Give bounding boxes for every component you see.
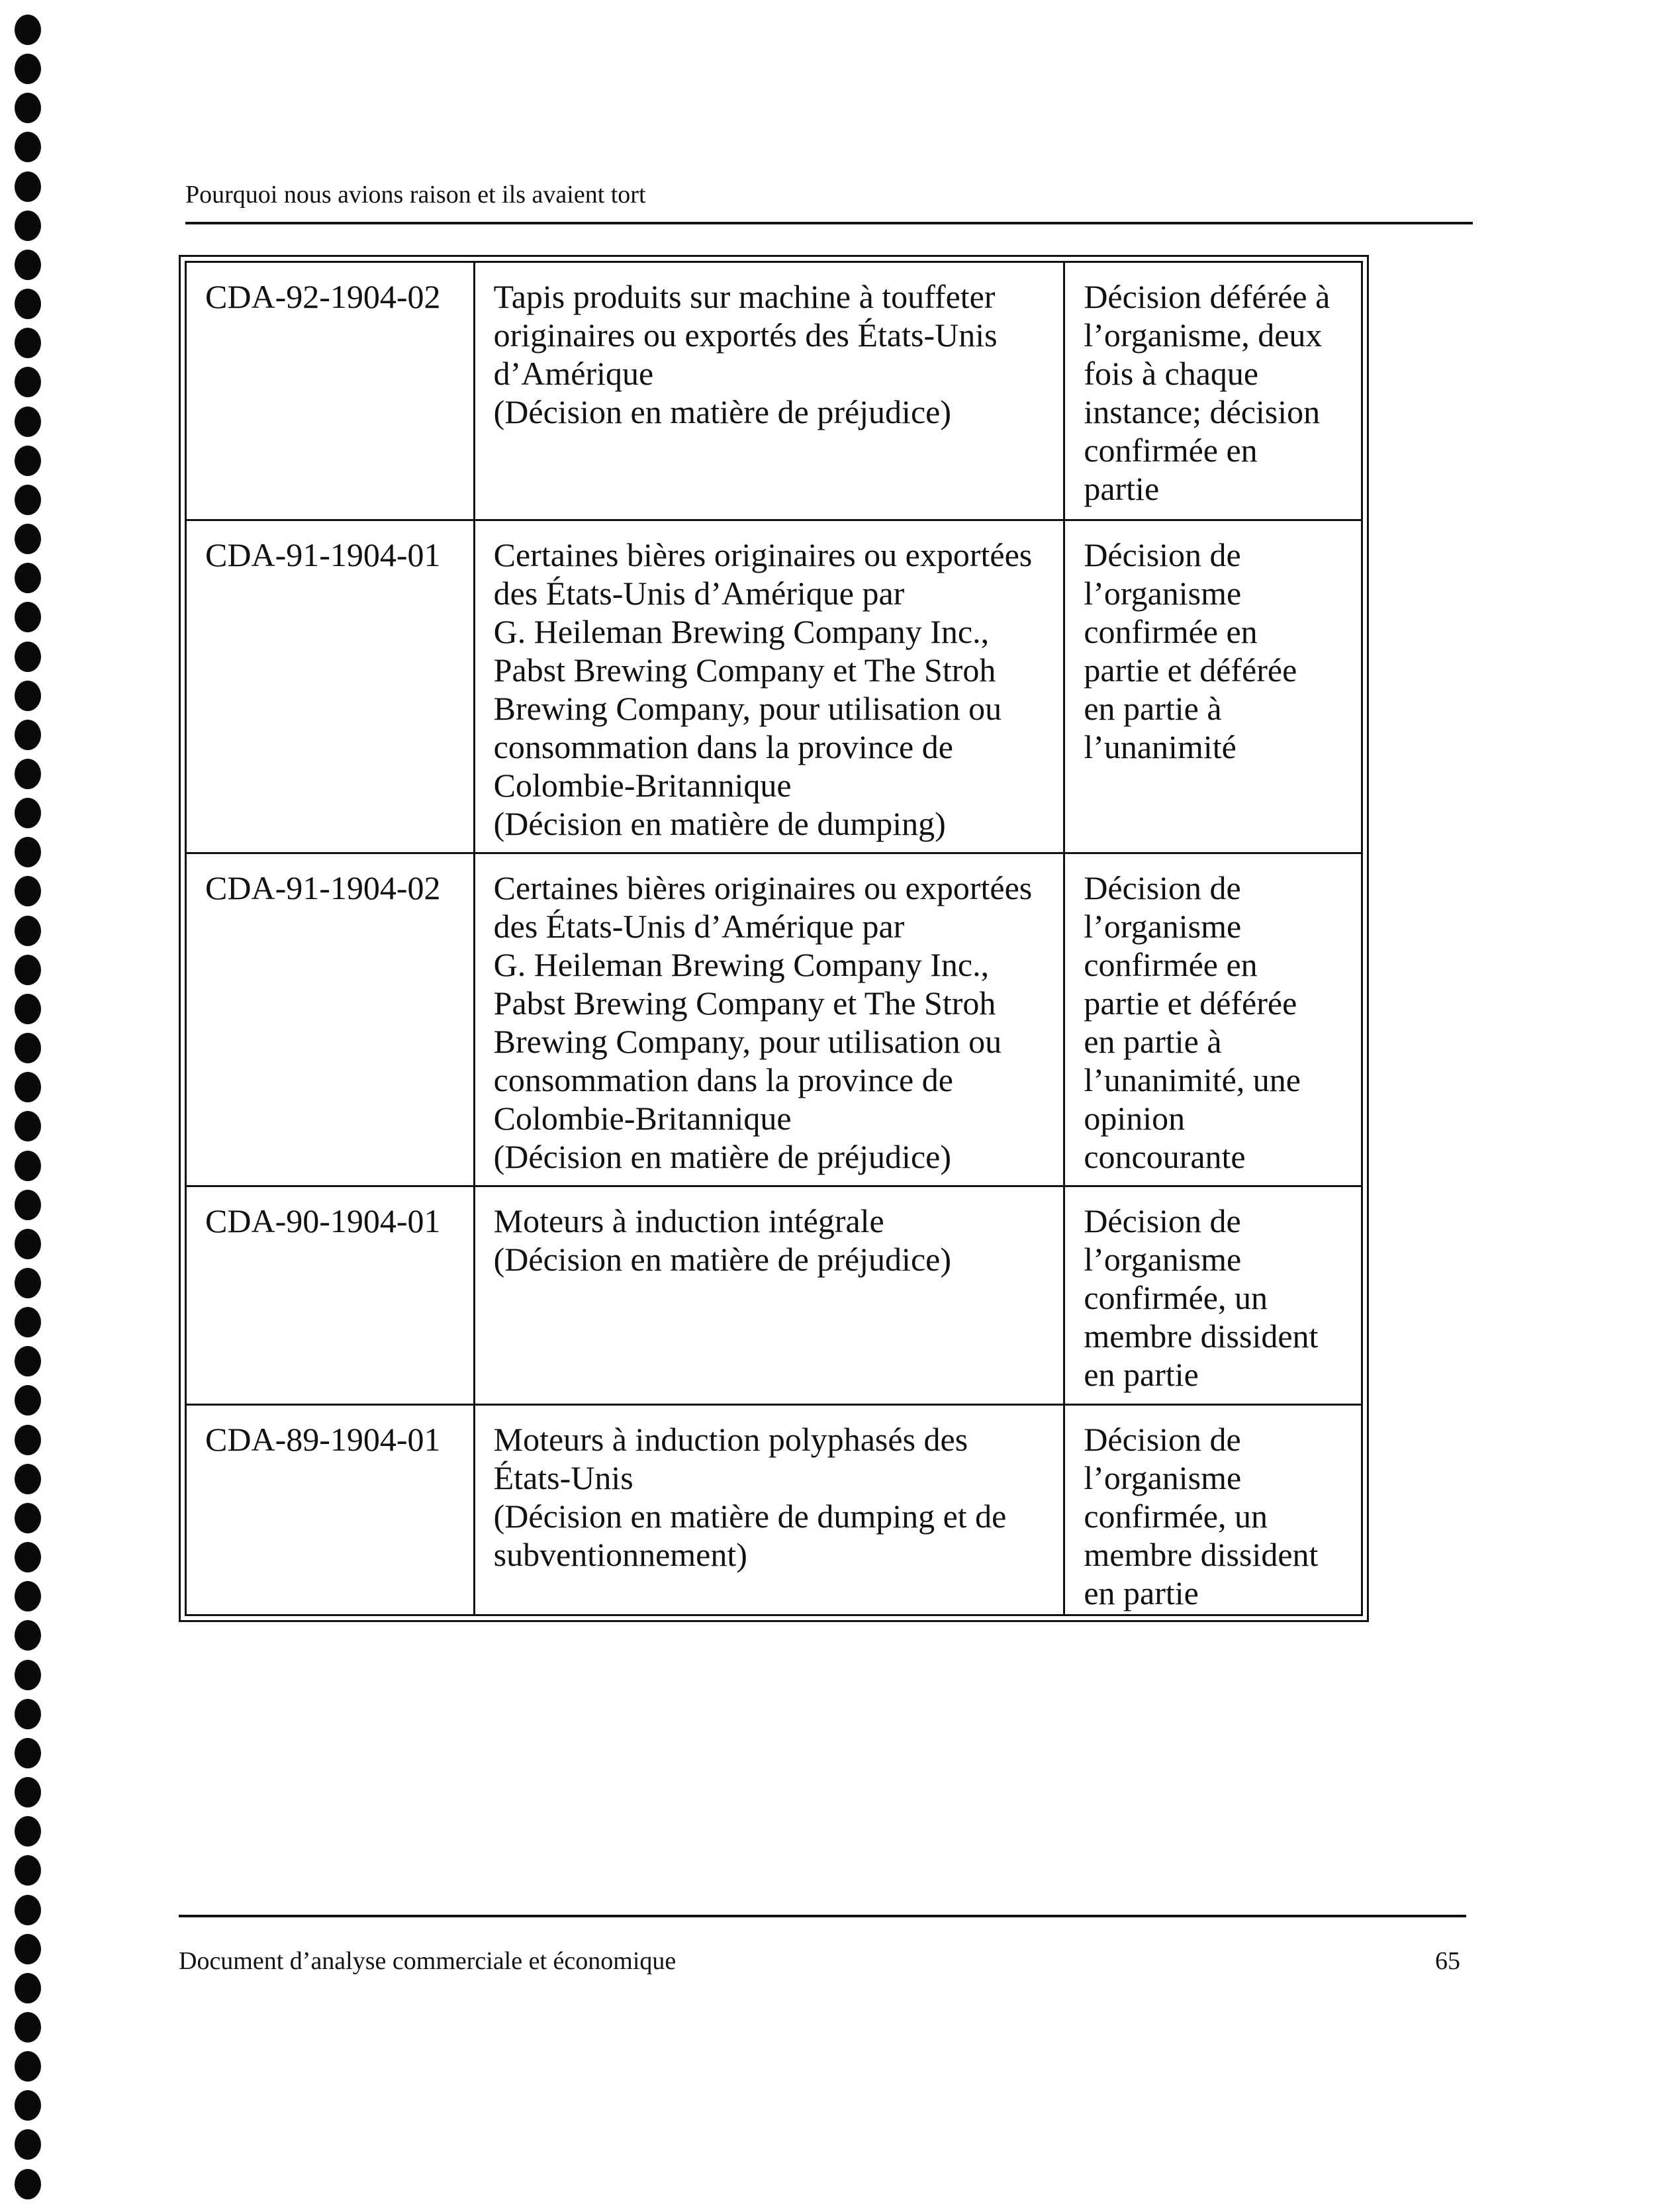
binding-hole bbox=[15, 1268, 41, 1298]
result-line: membre dissident bbox=[1084, 1536, 1319, 1573]
subject-line: (Décision en matière de dumping et de bbox=[493, 1498, 1007, 1535]
binding-hole bbox=[15, 2169, 41, 2199]
result-line: partie et déférée bbox=[1084, 985, 1297, 1022]
result-line: opinion bbox=[1084, 1100, 1186, 1137]
binding-hole bbox=[15, 132, 41, 162]
binding-hole bbox=[15, 563, 41, 593]
case-id-cell bbox=[186, 1405, 475, 1615]
result-line: en partie à bbox=[1084, 690, 1222, 727]
table-row bbox=[186, 262, 1362, 520]
binding-hole bbox=[15, 1072, 41, 1102]
case-subject-cell bbox=[474, 1186, 1064, 1405]
result-line: confirmée en bbox=[1084, 432, 1258, 469]
subject-line: consommation dans la province de bbox=[493, 1061, 953, 1098]
result-line: en partie bbox=[1084, 1356, 1199, 1393]
result-line: partie et déférée bbox=[1084, 651, 1297, 689]
binding-hole bbox=[15, 1033, 41, 1063]
binding-hole bbox=[15, 1542, 41, 1572]
result-line: membre dissident bbox=[1084, 1318, 1319, 1355]
subject-line: Colombie-Britannique bbox=[493, 767, 792, 804]
page-number: 65 bbox=[1435, 1947, 1460, 1975]
case-id-cell bbox=[186, 262, 475, 520]
binding-hole bbox=[15, 2012, 41, 2042]
result-line: l’organisme bbox=[1084, 908, 1242, 945]
case-id: CDA-89-1904-01 bbox=[205, 1421, 441, 1458]
subject-line: (Décision en matière de dumping) bbox=[493, 805, 946, 842]
result-line: Décision de bbox=[1084, 869, 1241, 906]
subject-line: Certaines bières originaires ou exportées bbox=[493, 536, 1033, 573]
binding-hole bbox=[15, 1346, 41, 1376]
subject-line: Brewing Company, pour utilisation ou bbox=[493, 690, 1002, 727]
binding-hole bbox=[15, 876, 41, 906]
binding-hole bbox=[15, 2090, 41, 2121]
table-row bbox=[186, 1186, 1362, 1405]
binding-hole bbox=[15, 1855, 41, 1886]
binding-hole bbox=[15, 1895, 41, 1925]
binding-hole bbox=[15, 171, 41, 202]
binding-hole bbox=[15, 15, 41, 45]
result-line: Décision déférée à bbox=[1084, 278, 1330, 315]
binding-hole bbox=[15, 289, 41, 319]
binding-hole bbox=[15, 955, 41, 985]
binding-hole bbox=[15, 407, 41, 437]
result-line: instance; décision bbox=[1084, 393, 1321, 430]
binding-hole bbox=[15, 54, 41, 84]
result-line: partie bbox=[1084, 470, 1160, 507]
subject-line: consommation dans la province de bbox=[493, 728, 953, 765]
result-line: l’organisme bbox=[1084, 575, 1242, 612]
binding-hole bbox=[15, 1425, 41, 1455]
binding-hole bbox=[15, 1816, 41, 1847]
case-id: CDA-91-1904-01 bbox=[205, 536, 441, 573]
result-line: confirmée en bbox=[1084, 946, 1258, 983]
subject-line: (Décision en matière de préjudice) bbox=[493, 1138, 951, 1175]
result-line: Décision de bbox=[1084, 536, 1241, 573]
subject-line: Brewing Company, pour utilisation ou bbox=[493, 1023, 1002, 1060]
binding-hole bbox=[15, 1620, 41, 1651]
binding-hole bbox=[15, 93, 41, 123]
case-result-cell bbox=[1064, 262, 1362, 520]
binding-hole bbox=[15, 1111, 41, 1141]
subject-line: des États-Unis d’Amérique par bbox=[493, 575, 905, 612]
cases-table-frame bbox=[179, 255, 1369, 1622]
binding-hole bbox=[15, 1464, 41, 1494]
result-line: Décision de bbox=[1084, 1202, 1241, 1239]
case-id-cell bbox=[186, 853, 475, 1186]
case-subject-cell bbox=[474, 1405, 1064, 1615]
binding-hole bbox=[15, 1385, 41, 1416]
case-id-cell bbox=[186, 1186, 475, 1405]
binding-hole bbox=[15, 1777, 41, 1807]
binding-hole bbox=[15, 328, 41, 358]
subject-line: originaires ou exportés des États-Unis bbox=[493, 316, 998, 354]
subject-line: G. Heileman Brewing Company Inc., bbox=[493, 946, 990, 983]
binding-hole bbox=[15, 1190, 41, 1220]
result-line: confirmée, un bbox=[1084, 1498, 1268, 1535]
binding-hole bbox=[15, 1699, 41, 1729]
table-row bbox=[186, 1405, 1362, 1615]
binding-hole bbox=[15, 642, 41, 672]
case-id-cell bbox=[186, 520, 475, 853]
subject-line: d’Amérique bbox=[493, 355, 654, 392]
case-subject-cell bbox=[474, 853, 1064, 1186]
binding-hole bbox=[15, 446, 41, 476]
binding-hole bbox=[15, 1581, 41, 1611]
case-subject-cell bbox=[474, 262, 1064, 520]
binding-hole bbox=[15, 1503, 41, 1533]
result-line: l’organisme bbox=[1084, 1459, 1242, 1496]
binding-hole bbox=[15, 211, 41, 241]
binding-hole bbox=[15, 2051, 41, 2082]
subject-line: des États-Unis d’Amérique par bbox=[493, 908, 905, 945]
footer-divider bbox=[179, 1915, 1466, 1917]
subject-line: États-Unis bbox=[493, 1459, 633, 1496]
subject-line: Tapis produits sur machine à touffeter bbox=[493, 278, 996, 315]
case-result-cell bbox=[1064, 520, 1362, 853]
binding-hole bbox=[15, 1151, 41, 1181]
result-line: confirmée, un bbox=[1084, 1279, 1268, 1316]
subject-line: (Décision en matière de préjudice) bbox=[493, 1241, 951, 1278]
binding-hole bbox=[15, 524, 41, 554]
subject-line: Pabst Brewing Company et The Stroh bbox=[493, 651, 996, 689]
result-line: Décision de bbox=[1084, 1421, 1241, 1458]
binding-hole bbox=[15, 1738, 41, 1768]
header-divider bbox=[185, 222, 1473, 224]
table-row bbox=[186, 520, 1362, 853]
binding-hole bbox=[15, 994, 41, 1024]
binding-hole bbox=[15, 681, 41, 711]
table-row bbox=[186, 853, 1362, 1186]
spiral-binding bbox=[15, 15, 44, 2199]
result-line: l’organisme bbox=[1084, 1241, 1242, 1278]
result-line: en partie à bbox=[1084, 1023, 1222, 1060]
subject-line: Pabst Brewing Company et The Stroh bbox=[493, 985, 996, 1022]
case-result-cell bbox=[1064, 1405, 1362, 1615]
cases-table bbox=[185, 261, 1363, 1616]
subject-line: Colombie-Britannique bbox=[493, 1100, 792, 1137]
case-result-cell bbox=[1064, 1186, 1362, 1405]
result-line: l’organisme, deux bbox=[1084, 316, 1323, 354]
binding-hole bbox=[15, 602, 41, 632]
case-id: CDA-92-1904-02 bbox=[205, 278, 441, 315]
binding-hole bbox=[15, 1229, 41, 1259]
subject-line: (Décision en matière de préjudice) bbox=[493, 393, 951, 430]
subject-line: subventionnement) bbox=[493, 1536, 747, 1573]
binding-hole bbox=[15, 720, 41, 750]
binding-hole bbox=[15, 1934, 41, 1964]
binding-hole bbox=[15, 837, 41, 867]
subject-line: G. Heileman Brewing Company Inc., bbox=[493, 613, 990, 650]
running-header: Pourquoi nous avions raison et ils avaient tort bbox=[185, 181, 646, 209]
binding-hole bbox=[15, 250, 41, 280]
result-line: l’unanimité, une bbox=[1084, 1061, 1301, 1098]
subject-line: Certaines bières originaires ou exportées bbox=[493, 869, 1033, 906]
result-line: fois à chaque bbox=[1084, 355, 1259, 392]
result-line: concourante bbox=[1084, 1138, 1246, 1175]
binding-hole bbox=[15, 2129, 41, 2160]
case-subject-cell bbox=[474, 520, 1064, 853]
binding-hole bbox=[15, 916, 41, 946]
result-line: en partie bbox=[1084, 1574, 1199, 1611]
subject-line: Moteurs à induction intégrale bbox=[493, 1202, 884, 1239]
case-id: CDA-91-1904-02 bbox=[205, 869, 441, 906]
binding-hole bbox=[15, 1973, 41, 2003]
binding-hole bbox=[15, 367, 41, 397]
binding-hole bbox=[15, 1307, 41, 1337]
binding-hole bbox=[15, 759, 41, 789]
binding-hole bbox=[15, 485, 41, 515]
result-line: l’unanimité bbox=[1084, 728, 1237, 765]
subject-line: Moteurs à induction polyphasés des bbox=[493, 1421, 968, 1458]
case-result-cell bbox=[1064, 853, 1362, 1186]
binding-hole bbox=[15, 1660, 41, 1690]
running-footer: Document d’analyse commerciale et économique bbox=[179, 1947, 677, 1975]
case-id: CDA-90-1904-01 bbox=[205, 1202, 441, 1239]
result-line: confirmée en bbox=[1084, 613, 1258, 650]
binding-hole bbox=[15, 798, 41, 828]
